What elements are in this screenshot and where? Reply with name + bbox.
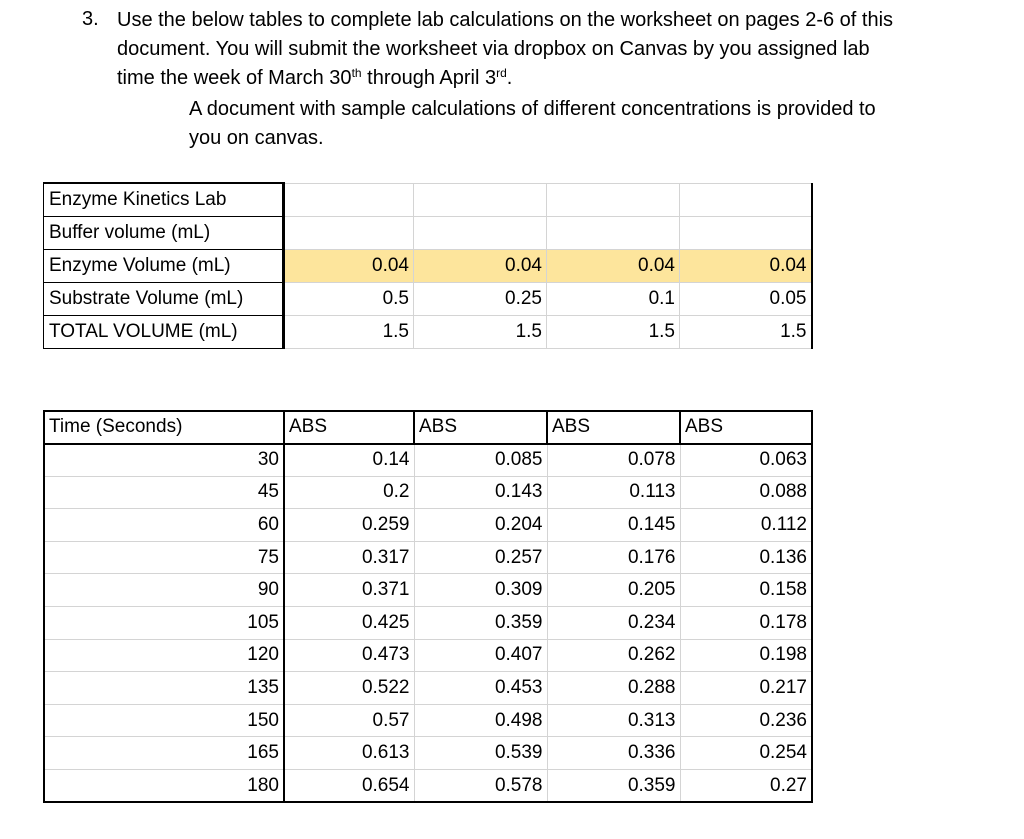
abs-cell: 0.063 — [680, 444, 812, 477]
setup-row — [44, 249, 812, 282]
abs-cell: 0.313 — [547, 704, 680, 737]
abs-cell: 0.27 — [680, 770, 812, 803]
setup-row — [44, 282, 812, 315]
time-cell: 90 — [44, 574, 284, 607]
abs-cell: 0.613 — [284, 737, 414, 770]
abs-cell: 0.078 — [547, 444, 680, 477]
abs-header: ABS — [680, 411, 812, 444]
setup-cell: 1.5 — [680, 315, 812, 348]
setup-table — [43, 182, 813, 349]
setup-cell: 1.5 — [414, 315, 547, 348]
abs-cell: 0.57 — [284, 704, 414, 737]
setup-cell: 0.04 — [414, 249, 547, 282]
setup-row-label: Enzyme Kinetics Lab — [44, 183, 284, 216]
item-number: 3. — [82, 8, 99, 30]
abs-cell: 0.539 — [414, 737, 547, 770]
time-cell: 75 — [44, 541, 284, 574]
setup-row-label: Substrate Volume (mL) — [44, 282, 284, 315]
setup-cell — [284, 216, 414, 249]
abs-cell: 0.288 — [547, 672, 680, 705]
instruction-line-2: document. You will submit the worksheet via dropbox on Canvas by you assigned lab — [117, 38, 870, 60]
abs-cell: 0.085 — [414, 444, 547, 477]
setup-cell — [547, 216, 680, 249]
setup-cell: 0.04 — [284, 249, 414, 282]
abs-cell: 0.254 — [680, 737, 812, 770]
abs-cell: 0.259 — [284, 509, 414, 542]
setup-cell: 0.25 — [414, 282, 547, 315]
instruction-line-3 — [117, 66, 512, 90]
abs-cell: 0.317 — [284, 541, 414, 574]
abs-cell: 0.143 — [414, 476, 547, 509]
setup-cell: 0.04 — [547, 249, 680, 282]
time-cell: 60 — [44, 509, 284, 542]
setup-cell: 0.05 — [680, 282, 812, 315]
abs-cell: 0.088 — [680, 476, 812, 509]
time-cell: 120 — [44, 639, 284, 672]
setup-row — [44, 183, 812, 216]
abs-cell: 0.578 — [414, 770, 547, 803]
abs-header: ABS — [284, 411, 414, 444]
table-row — [44, 770, 812, 803]
time-cell: 45 — [44, 476, 284, 509]
abs-cell: 0.473 — [284, 639, 414, 672]
absorbance-table — [43, 410, 813, 803]
time-cell: 30 — [44, 444, 284, 477]
abs-cell: 0.359 — [547, 770, 680, 803]
setup-cell — [284, 183, 414, 216]
table-row — [44, 541, 812, 574]
setup-cell: 0.04 — [680, 249, 812, 282]
instruction-line-1: Use the below tables to complete lab calculations on the worksheet on pages 2-6 of this — [117, 9, 894, 31]
abs-cell: 0.371 — [284, 574, 414, 607]
table-row — [44, 607, 812, 640]
instruction-line-3-a: time the week of March 30 — [117, 67, 352, 89]
abs-cell: 0.234 — [547, 607, 680, 640]
abs-cell: 0.158 — [680, 574, 812, 607]
time-header: Time (Seconds) — [44, 411, 284, 444]
abs-header: ABS — [547, 411, 680, 444]
setup-row-label: TOTAL VOLUME (mL) — [44, 315, 284, 348]
abs-cell: 0.236 — [680, 704, 812, 737]
setup-cell — [680, 216, 812, 249]
table-row — [44, 444, 812, 477]
abs-cell: 0.2 — [284, 476, 414, 509]
setup-row — [44, 315, 812, 348]
instruction-line-3-c: . — [506, 67, 513, 89]
abs-cell: 0.407 — [414, 639, 547, 672]
instruction-line-5: you on canvas. — [189, 127, 324, 149]
setup-row-label: Enzyme Volume (mL) — [44, 249, 284, 282]
abs-cell: 0.113 — [547, 476, 680, 509]
abs-cell: 0.654 — [284, 770, 414, 803]
instruction-line-3-b: through April 3 — [361, 67, 497, 89]
abs-cell: 0.522 — [284, 672, 414, 705]
time-cell: 150 — [44, 704, 284, 737]
table-row — [44, 574, 812, 607]
table-row — [44, 476, 812, 509]
table-row — [44, 509, 812, 542]
abs-cell: 0.204 — [414, 509, 547, 542]
abs-cell: 0.453 — [414, 672, 547, 705]
setup-cell — [414, 216, 547, 249]
abs-header-row — [44, 411, 812, 444]
abs-cell: 0.309 — [414, 574, 547, 607]
abs-cell: 0.425 — [284, 607, 414, 640]
setup-row-label: Buffer volume (mL) — [44, 216, 284, 249]
abs-cell: 0.359 — [414, 607, 547, 640]
time-cell: 180 — [44, 770, 284, 803]
instruction-sup-rd: rd — [496, 66, 507, 80]
table-row — [44, 704, 812, 737]
abs-cell: 0.136 — [680, 541, 812, 574]
instruction-line-4: A document with sample calculations of different concentrations is provided to — [189, 98, 876, 120]
abs-cell: 0.257 — [414, 541, 547, 574]
abs-cell: 0.217 — [680, 672, 812, 705]
abs-cell: 0.336 — [547, 737, 680, 770]
instruction-sup-th: th — [351, 66, 362, 80]
setup-cell: 1.5 — [284, 315, 414, 348]
time-cell: 165 — [44, 737, 284, 770]
abs-cell: 0.14 — [284, 444, 414, 477]
setup-cell: 0.1 — [547, 282, 680, 315]
setup-cell: 0.5 — [284, 282, 414, 315]
setup-cell: 1.5 — [547, 315, 680, 348]
setup-row — [44, 216, 812, 249]
setup-cell — [547, 183, 680, 216]
abs-cell: 0.145 — [547, 509, 680, 542]
abs-cell: 0.498 — [414, 704, 547, 737]
abs-cell: 0.176 — [547, 541, 680, 574]
time-cell: 105 — [44, 607, 284, 640]
abs-header: ABS — [414, 411, 547, 444]
abs-cell: 0.178 — [680, 607, 812, 640]
abs-cell: 0.198 — [680, 639, 812, 672]
abs-cell: 0.112 — [680, 509, 812, 542]
setup-cell — [680, 183, 812, 216]
setup-cell — [414, 183, 547, 216]
abs-cell: 0.262 — [547, 639, 680, 672]
time-cell: 135 — [44, 672, 284, 705]
table-row — [44, 639, 812, 672]
table-row — [44, 737, 812, 770]
abs-cell: 0.205 — [547, 574, 680, 607]
table-row — [44, 672, 812, 705]
